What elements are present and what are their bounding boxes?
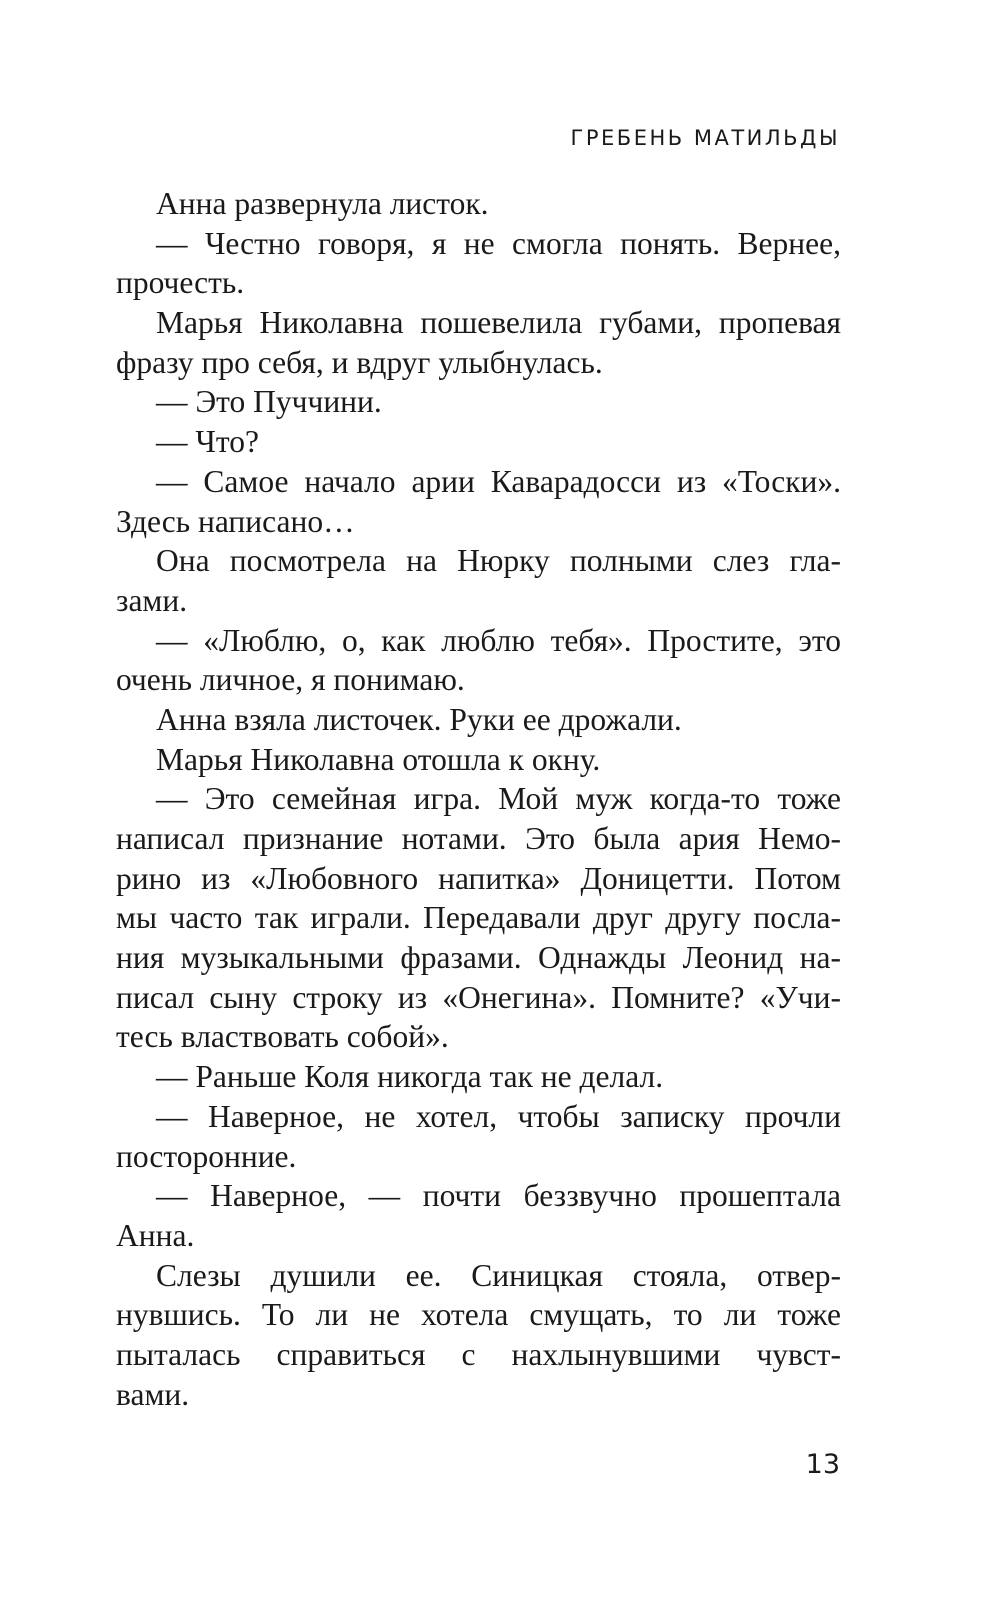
text-line: Марья Николавна пошевелила губами, пропевая xyxy=(156,305,841,341)
text-line: — Это семейная игра. Мой муж когда-то тоже xyxy=(156,781,841,817)
text-line: — Наверное, не хотел, чтобы записку прочли xyxy=(156,1098,841,1134)
text-line: нувшись. То ли не хотела смущать, то ли тоже xyxy=(116,1297,841,1333)
text-line: мы часто так играли. Передавали друг другу посла- xyxy=(116,900,841,936)
text-line: — Это Пуччини. xyxy=(156,384,382,420)
text-line: Анна взяла листочек. Руки ее дрожали. xyxy=(156,701,682,737)
text-line: Марья Николавна отошла к окну. xyxy=(156,741,601,777)
text-line: ния музыкальными фразами. Однажды Леонид на- xyxy=(116,940,841,976)
text-line: — «Люблю, о, как люблю тебя». Простите, это xyxy=(156,622,841,658)
text-line: Анна развернула листок. xyxy=(156,186,489,221)
text-line: очень личное, я понимаю. xyxy=(116,662,465,698)
body-text xyxy=(116,184,841,1414)
text-line: — Наверное, — почти беззвучно прошептала xyxy=(156,1178,841,1214)
text-line: фразу про себя, и вдруг улыбнулась. xyxy=(116,344,603,380)
text-line: вами. xyxy=(116,1376,190,1412)
text-line: Она посмотрела на Нюрку полными слез гла- xyxy=(156,543,841,579)
text-line: рино из «Любовного напитка» Доницетти. Потом xyxy=(116,860,841,896)
text-line: пыталась справиться с нахлынувшими чувст- xyxy=(116,1336,841,1372)
text-line: Анна. xyxy=(116,1217,195,1253)
text-line: писал сыну строку из «Онегина». Помните? «Учи- xyxy=(116,979,841,1015)
text-line: — Честно говоря, я не смогла понять. Вернее, xyxy=(156,225,841,261)
text-line: посторонние. xyxy=(116,1138,297,1174)
text-line: написал признание нотами. Это была ария Немо- xyxy=(116,821,841,856)
text-line: — Самое начало арии Каварадосси из «Тоски». xyxy=(156,463,841,499)
running-head: ГРЕБЕНЬ МАТИЛЬДЫ xyxy=(570,126,840,150)
text-line: прочесть. xyxy=(116,265,245,301)
text-line: зами. xyxy=(116,582,188,618)
text-line: — Раньше Коля никогда так не делал. xyxy=(156,1059,664,1095)
text-line: — Что? xyxy=(156,424,259,460)
text-line: Слезы душили ее. Синицкая стояла, отвер- xyxy=(156,1257,841,1293)
text-line: Здесь написано… xyxy=(116,503,355,539)
page-number: 13 xyxy=(805,1449,840,1480)
text-line: тесь властвовать собой». xyxy=(116,1019,449,1055)
